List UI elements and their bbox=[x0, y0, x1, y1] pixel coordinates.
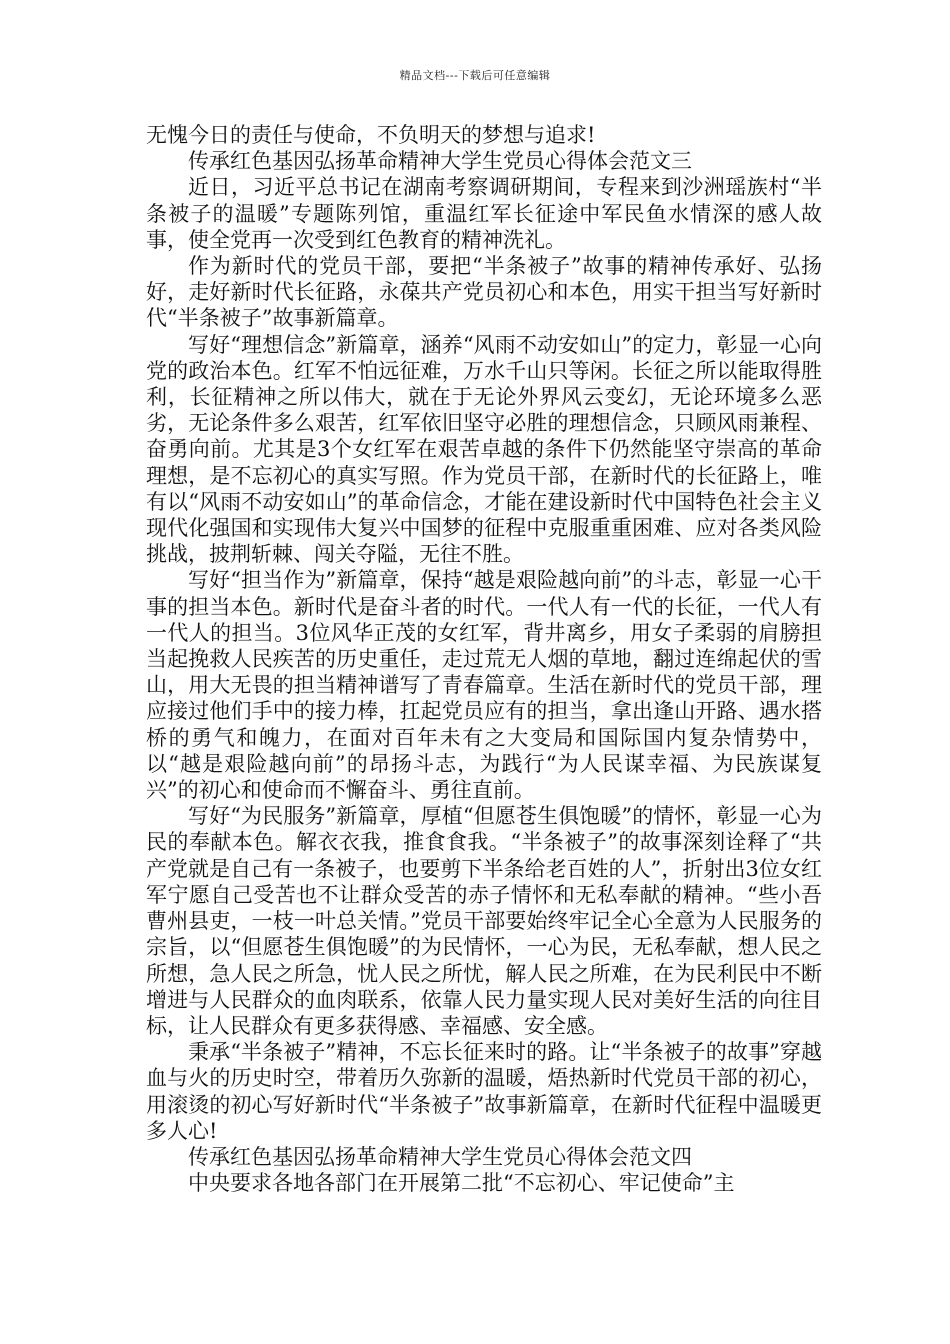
paragraph: 中央要求各地各部门在开展第二批“不忘初心、牢记使命”主 bbox=[188, 1171, 735, 1196]
paragraph: 作为新时代的党员干部，要把“半条被子”故事的精神传承好、弘扬好，走好新时代长征路，永葆共产党员初心和本色，用实干担当写好新时代“半条被子”故事新篇章。 bbox=[146, 254, 822, 331]
paragraph: 近日，习近平总书记在湖南考察调研期间，专程来到沙洲瑶族村“半条被子的温暖”专题陈列馆，重温红军长征途中军民鱼水情深的感人故事，使全党再一次受到红色教育的精神洗礼。 bbox=[146, 175, 822, 252]
section-title-4: 传承红色基因弘扬革命精神大学生党员心得体会范文四 bbox=[188, 1144, 692, 1169]
paragraph: 写好“理想信念”新篇章，涵养“风雨不动安如山”的定力，彰显一心向党的政治本色。红军不怕远征难，万水千山只等闲。长征之所以能取得胜利，长征精神之所以伟大，就在于无论外界风云变幻，无论环境多么恶劣，无论条件多么艰苦，红军依旧坚守必胜的理想信念，只顾风雨兼程、奋勇向前。尤其是3个女红军在艰苦卓越的条件下仍然能坚守崇高的革命理想，是不忘初心的真实写照。作为党员干部，在新时代的长征路上，唯有以“风雨不动安如山”的革命信念，才能在建设新时代中国特色社会主义现代化强国和实现伟大复兴中国梦的征程中克服重重困难、应对各类风险挑战，披荆斩棘、闯关夺隘，无往不胜。 bbox=[146, 332, 822, 567]
paragraph: 写好“担当作为”新篇章，保持“越是艰险越向前”的斗志，彰显一心干事的担当本色。新时代是奋斗者的时代。一代人有一代的长征，一代人有一代人的担当。3位风华正茂的女红军，背井离乡，用女子柔弱的肩膀担当起挽救人民疾苦的历史重任，走过荒无人烟的草地，翻过连绵起伏的雪山，用大无畏的担当精神谱写了青春篇章。生活在新时代的党员干部，理应接过他们手中的接力棒，扛起党员应有的担当，拿出逢山开路、遇水搭桥的勇气和魄力，在面对百年未有之大变局和国际国内复杂情势中，以“越是艰险越向前”的昂扬斗志，为践行“为人民谋幸福、为民族谋复兴”的初心和使命而不懈奋斗、勇往直前。 bbox=[146, 568, 822, 803]
paragraph-closing-line: 无愧今日的责任与使命，不负明天的梦想与追求! bbox=[146, 123, 596, 147]
page-header: 精品文档---下载后可任意编辑 bbox=[399, 69, 551, 82]
paragraph: 秉承“半条被子”精神，不忘长征来时的路。让“半条被子的故事”穿越血与火的历史时空，带着历久弥新的温暖，焐热新时代党员干部的初心，用滚烫的初心写好新时代“半条被子”故事新篇章，在新时代征程中温暖更多人心! bbox=[146, 1040, 822, 1143]
document-body bbox=[146, 122, 822, 1196]
section-title-3: 传承红色基因弘扬革命精神大学生党员心得体会范文三 bbox=[188, 149, 692, 174]
paragraph: 写好“为民服务”新篇章，厚植“但愿苍生俱饱暖”的情怀，彰显一心为民的奉献本色。解衣衣我，推食食我。“半条被子”的故事深刻诠释了“共产党就是自己有一条被子，也要剪下半条给老百姓的人”，折射出3位女红军宁愿自己受苦也不让群众受苦的赤子情怀和无私奉献的精神。“些小吾曹州县吏，一枝一叶总关情。”党员干部要始终牢记全心全意为人民服务的宗旨，以“但愿苍生俱饱暖”的为民情怀，一心为民，无私奉献，想人民之所想，急人民之所急，忧人民之所忧，解人民之所难，在为民利民中不断增进与人民群众的血肉联系，依靠人民力量实现人民对美好生活的向往目标，让人民群众有更多获得感、幸福感、安全感。 bbox=[146, 804, 822, 1038]
